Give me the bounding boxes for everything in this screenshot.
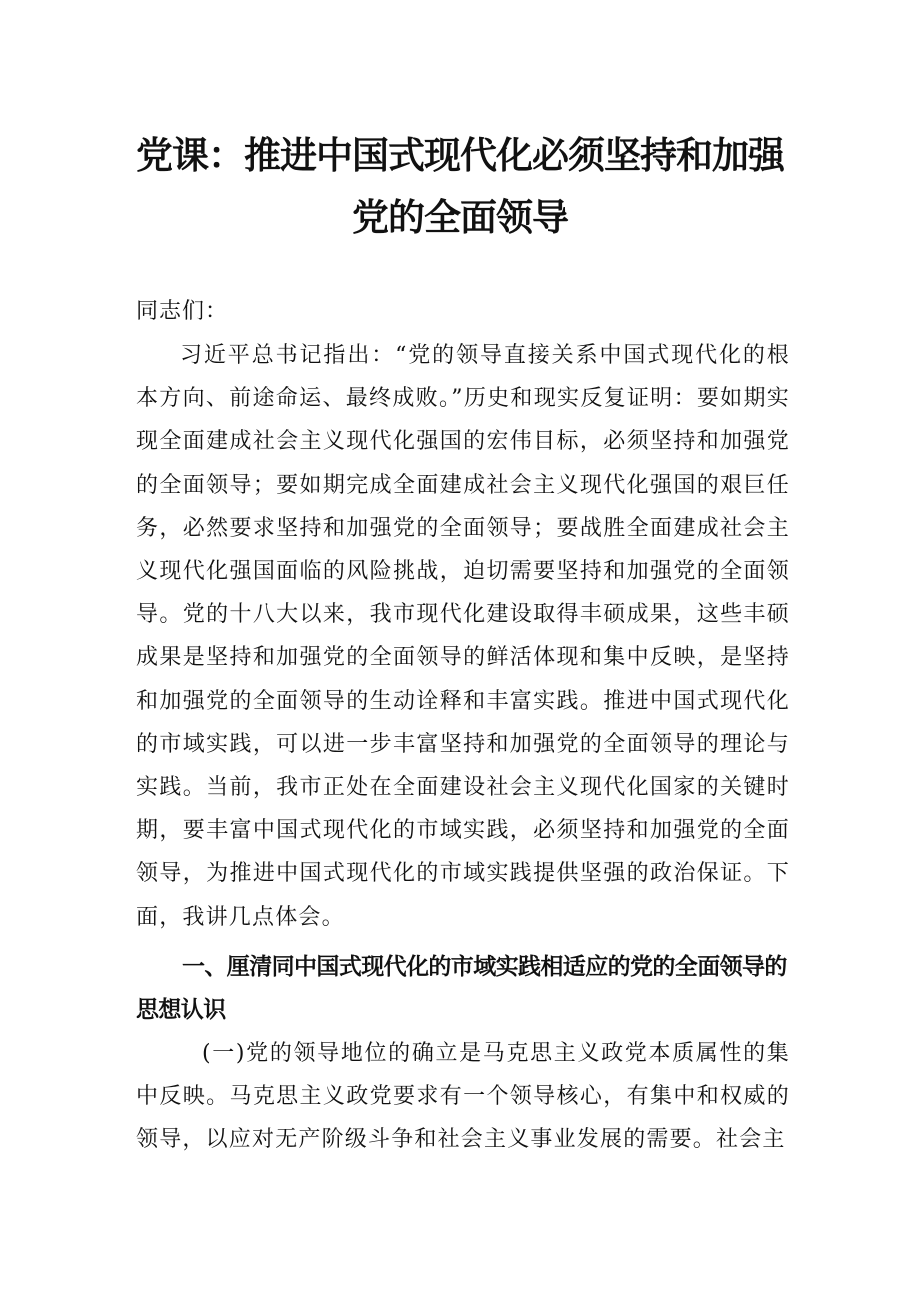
document-title-line-1: 党课：推进中国式现代化必须坚持和加强 (136, 134, 784, 177)
body-paragraph-2: (一)党的领导地位的确立是马克思主义政党本质属性的集中反映。马克思主义政党要求有一个领导核心，有集中和权威的领导，以应对无产阶级斗争和社会主义事业发展的需要。社会主 (136, 1041, 790, 1153)
body-paragraph-1: 习近平总书记指出：“党的领导直接关系中国式现代化的根本方向、前途命运、最终成败。”历史和现实反复证明：要如期实现全面建成社会主义现代化强国的宏伟目标，必须坚持和加强党的全面领导；要如期完成全面建成社会主义现代化强国的艰巨任务，必然要求坚持和加强党的全面领导；要战胜全面建成社会主义现代化强国面临的风险挑战，迫切需要坚持和加强党的全面领导。党的十八大以来，我市现代化建设取得丰硕成果，这些丰硕成果是坚持和加强党的全面领导的鲜活体现和集中反映，是坚持和加强党的全面领导的生动诠释和丰富实践。推进中国式现代化的市域实践，可以进一步丰富坚持和加强党的全面领导的理论与实践。当前，我市正处在全面建设社会主义现代化国家的关键时期，要丰富中国式现代化的市域实践，必须坚持和加强党的全面领导，为推进中国式现代化的市域实践提供坚强的政治保证。下面，我讲几点体会。 (136, 343, 790, 930)
salutation: 同志们： (136, 299, 229, 324)
document-title-line-2: 党的全面领导 (352, 196, 568, 239)
section-heading-1: 一、厘清同中国式现代化的市域实践相适应的党的全面领导的思想认识 (136, 954, 787, 1023)
